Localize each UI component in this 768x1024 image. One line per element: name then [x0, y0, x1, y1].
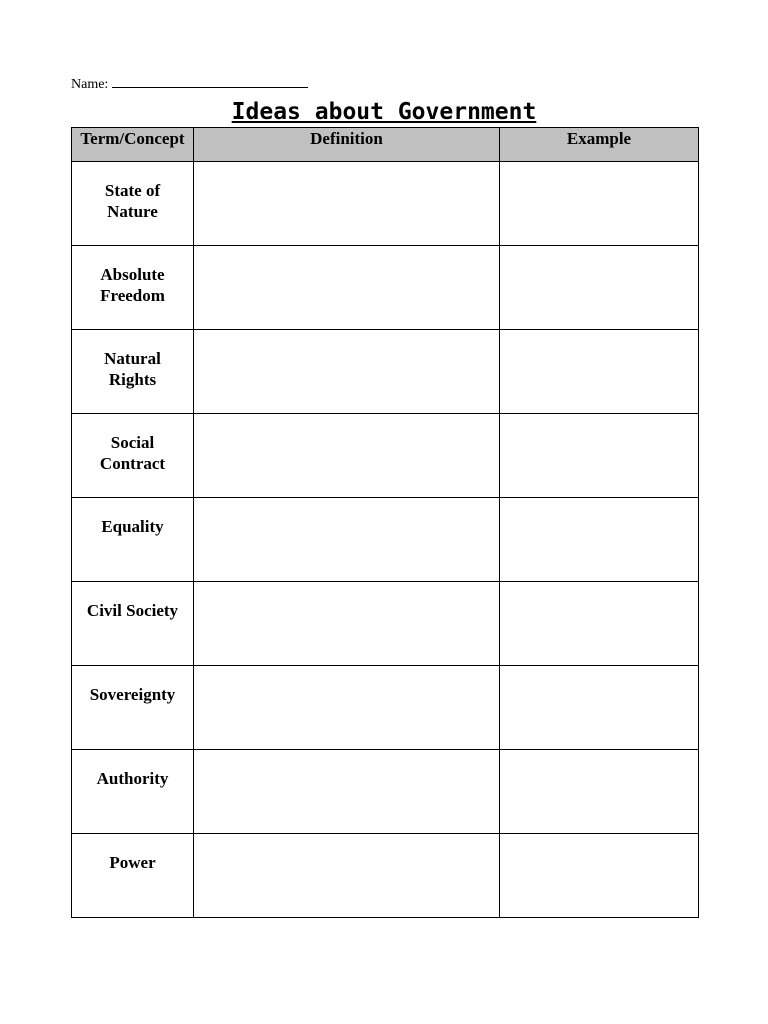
- term-cell: Social Contract: [72, 414, 194, 498]
- example-cell[interactable]: [500, 330, 699, 414]
- definition-cell[interactable]: [194, 330, 500, 414]
- table-row: [72, 414, 699, 498]
- example-cell[interactable]: [500, 246, 699, 330]
- term-cell: Authority: [72, 750, 194, 834]
- example-cell[interactable]: [500, 750, 699, 834]
- example-cell[interactable]: [500, 834, 699, 918]
- worksheet-table: [71, 127, 699, 918]
- definition-cell[interactable]: [194, 498, 500, 582]
- term-cell: Civil Society: [72, 582, 194, 666]
- name-label: Name:: [71, 77, 109, 92]
- term-cell: Natural Rights: [72, 330, 194, 414]
- table-row: [72, 834, 699, 918]
- table-row: [72, 246, 699, 330]
- term-cell: State of Nature: [72, 162, 194, 246]
- example-cell[interactable]: [500, 414, 699, 498]
- table-row: [72, 330, 699, 414]
- term-cell: Power: [72, 834, 194, 918]
- table-row: [72, 582, 699, 666]
- page-title: Ideas about Government: [231, 99, 537, 125]
- example-cell[interactable]: [500, 666, 699, 750]
- definition-cell[interactable]: [194, 582, 500, 666]
- term-cell: Equality: [72, 498, 194, 582]
- example-cell[interactable]: [500, 498, 699, 582]
- table-row: [72, 666, 699, 750]
- definition-cell[interactable]: [194, 750, 500, 834]
- column-header-term: Term/Concept: [72, 128, 194, 162]
- definition-cell[interactable]: [194, 162, 500, 246]
- name-blank-line[interactable]: [112, 74, 308, 88]
- table-header-row: [72, 128, 699, 162]
- table-row: [72, 498, 699, 582]
- column-header-example: Example: [500, 128, 699, 162]
- table-row: [72, 162, 699, 246]
- term-cell: Absolute Freedom: [72, 246, 194, 330]
- table-body: [72, 162, 699, 918]
- example-cell[interactable]: [500, 582, 699, 666]
- example-cell[interactable]: [500, 162, 699, 246]
- term-cell: Sovereignty: [72, 666, 194, 750]
- definition-cell[interactable]: [194, 246, 500, 330]
- definition-cell[interactable]: [194, 414, 500, 498]
- column-header-definition: Definition: [194, 128, 500, 162]
- definition-cell[interactable]: [194, 834, 500, 918]
- name-field: [71, 74, 308, 93]
- definition-cell[interactable]: [194, 666, 500, 750]
- table-row: [72, 750, 699, 834]
